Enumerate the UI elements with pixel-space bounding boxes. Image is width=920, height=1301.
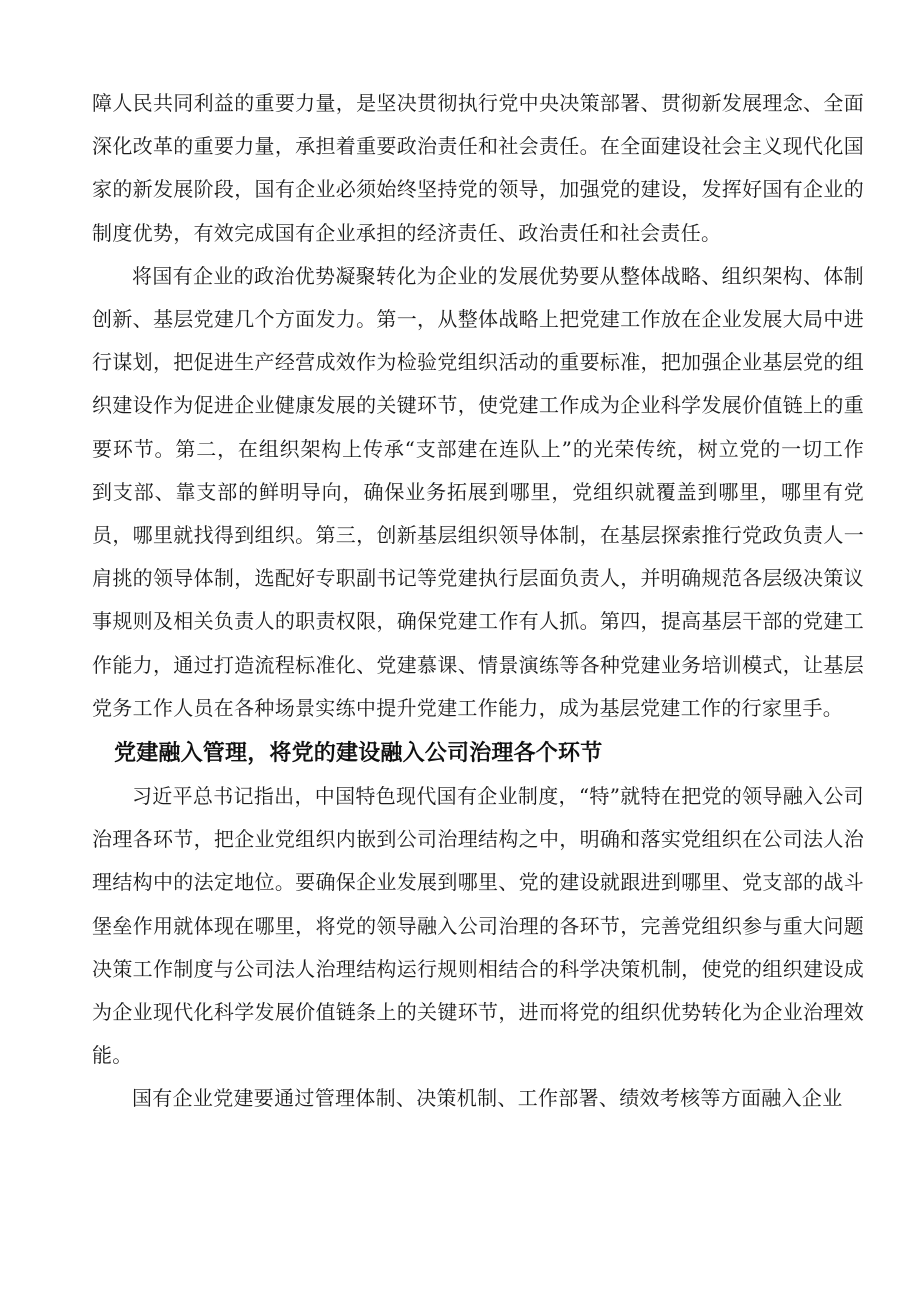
paragraph-governance: 习近平总书记指出，中国特色现代国有企业制度，“特”就特在把党的领导融入公司治理各环节，把企业党组织内嵌到公司治理结构之中，明确和落实党组织在公司法人治理结构中的法定地位。要确保企业发展到哪里、党的建设就跟进到哪里、党支部的战斗堡垒作用就体现在哪里，将党的领导融入公司治理的各环节，完善党组织参与重大问题决策工作制度与公司法人治理结构运行规则相结合的科学决策机制，使党的组织建设成为企业现代化科学发展价值链条上的关键环节，进而将党的组织优势转化为企业治理效能。 bbox=[92, 784, 864, 1068]
document-page bbox=[92, 82, 864, 1121]
section-heading: 党建融入管理，将党的建设融入公司治理各个环节 bbox=[114, 741, 603, 767]
paragraph-political-advantage: 将国有企业的政治优势凝聚转化为企业的发展优势要从整体战略、组织架构、体制创新、基层党建几个方面发力。第一，从整体战略上把党建工作放在企业发展大局中进行谋划，把促进生产经营成效作为检验党组织活动的重要标准，把加强企业基层党的组织建设作为促进企业健康发展的关键环节，使党建工作成为企业科学发展价值链上的重要环节。第二，在组织架构上传承“支部建在连队上”的光荣传统，树立党的一切工作到支部、靠支部的鲜明导向，确保业务拓展到哪里，党组织就覆盖到哪里，哪里有党员，哪里就找得到组织。第三，创新基层组织领导体制，在基层探索推行党政负责人一肩挑的领导体制，选配好专职副书记等党建执行层面负责人，并明确规范各层级决策议事规则及相关负责人的职责权限，确保党建工作有人抓。第四，提高基层干部的党建工作能力，通过打造流程标准化、党建慕课、情景演练等各种党建业务培训模式，让基层党务工作人员在各种场景实练中提升党建工作能力，成为基层党建工作的行家里手。 bbox=[92, 263, 864, 720]
paragraph-management-integration: 国有企业党建要通过管理体制、决策机制、工作部署、绩效考核等方面融入企业 bbox=[132, 1086, 843, 1111]
paragraph-continued: 障人民共同利益的重要力量，是坚决贯彻执行党中央决策部署、贯彻新发展理念、全面深化改革的重要力量，承担着重要政治责任和社会责任。在全面建设社会主义现代化国家的新发展阶段，国有企业必须始终坚持党的领导，加强党的建设，发挥好国有企业的制度优势，有效完成国有企业承担的经济责任、政治责任和社会责任。 bbox=[92, 91, 864, 245]
